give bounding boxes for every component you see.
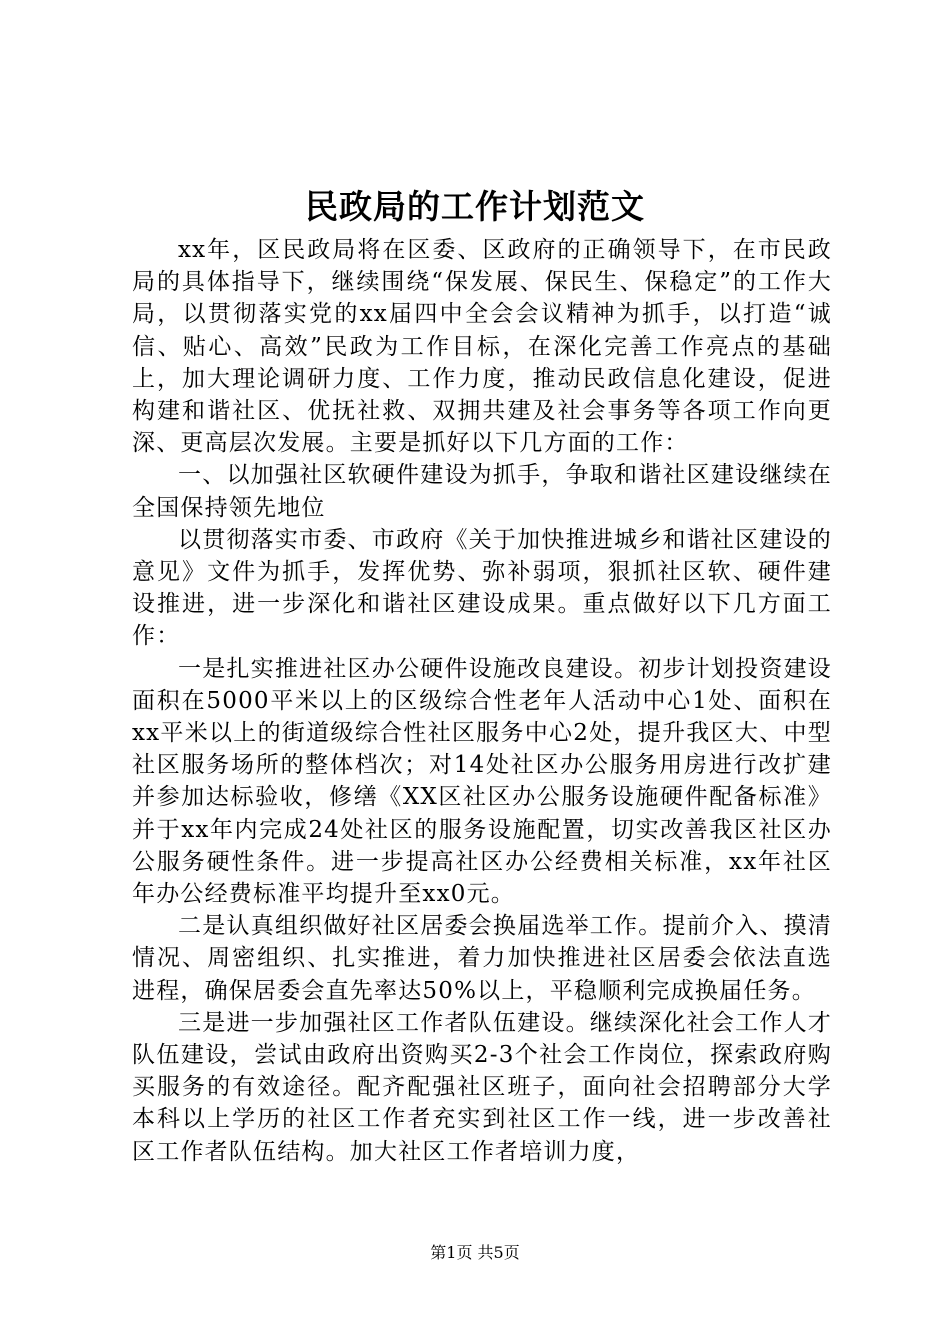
paragraph-intro: xx年，区民政局将在区委、区政府的正确领导下，在市民政局的具体指导下，继续围绕“保发展、保民生、保稳定”的工作大局，以贯彻落实党的xx届四中全会会议精神为抓手，以打造“诚信、贴心、高效”民政为工作目标，在深化完善工作亮点的基础上，加大理论调研力度、工作力度，推动民政信息化建设，促进构建和谐社区、优抚社救、双拥共建及社会事务等各项工作向更深、更高层次发展。主要是抓好以下几方面的工作：: [132, 237, 832, 457]
paragraph-item-two: 二是认真组织做好社区居委会换届选举工作。提前介入、摸清情况、周密组织、扎实推进，着力加快推进社区居委会依法直选进程，确保居委会直先率达50%以上，平稳顺利完成换届任务。: [132, 913, 832, 1004]
paragraph-section-intro: 以贯彻落实市委、市政府《关于加快推进城乡和谐社区建设的意见》文件为抓手，发挥优势、弥补弱项，狠抓社区软、硬件建设推进，进一步深化和谐社区建设成果。重点做好以下几方面工作：: [132, 526, 832, 650]
paragraph-item-one: 一是扎实推进社区办公硬件设施改良建设。初步计划投资建设面积在5000平米以上的区级综合性老年人活动中心1处、面积在xx平米以上的街道级综合性社区服务中心2处，提升我区大、中型社区服务场所的整体档次；对14处社区办公服务用房进行改扩建并参加达标验收，修缮《XX区社区办公服务设施硬件配备标准》并于xx年内完成24处社区的服务设施配置，切实改善我区社区办公服务硬性条件。进一步提高社区办公经费相关标准，xx年社区年办公经费标准平均提升至xx0元。: [132, 655, 832, 908]
document-body: [132, 234, 832, 1168]
page-number-footer: 第1页 共5页: [430, 1243, 520, 1262]
paragraph-section-heading: 一、以加强社区软硬件建设为抓手，争取和谐社区建设继续在全国保持领先地位: [132, 462, 832, 521]
document-title: 民政局的工作计划范文: [305, 187, 645, 226]
paragraph-item-three: 三是进一步加强社区工作者队伍建设。继续深化社会工作人才队伍建设，尝试由政府出资购买2-3个社会工作岗位，探索政府购买服务的有效途径。配齐配强社区班子，面向社会招聘部分大学本科以上学历的社区工作者充实到社区工作一线，进一步改善社区工作者队伍结构。加大社区工作者培训力度，: [132, 1009, 832, 1165]
